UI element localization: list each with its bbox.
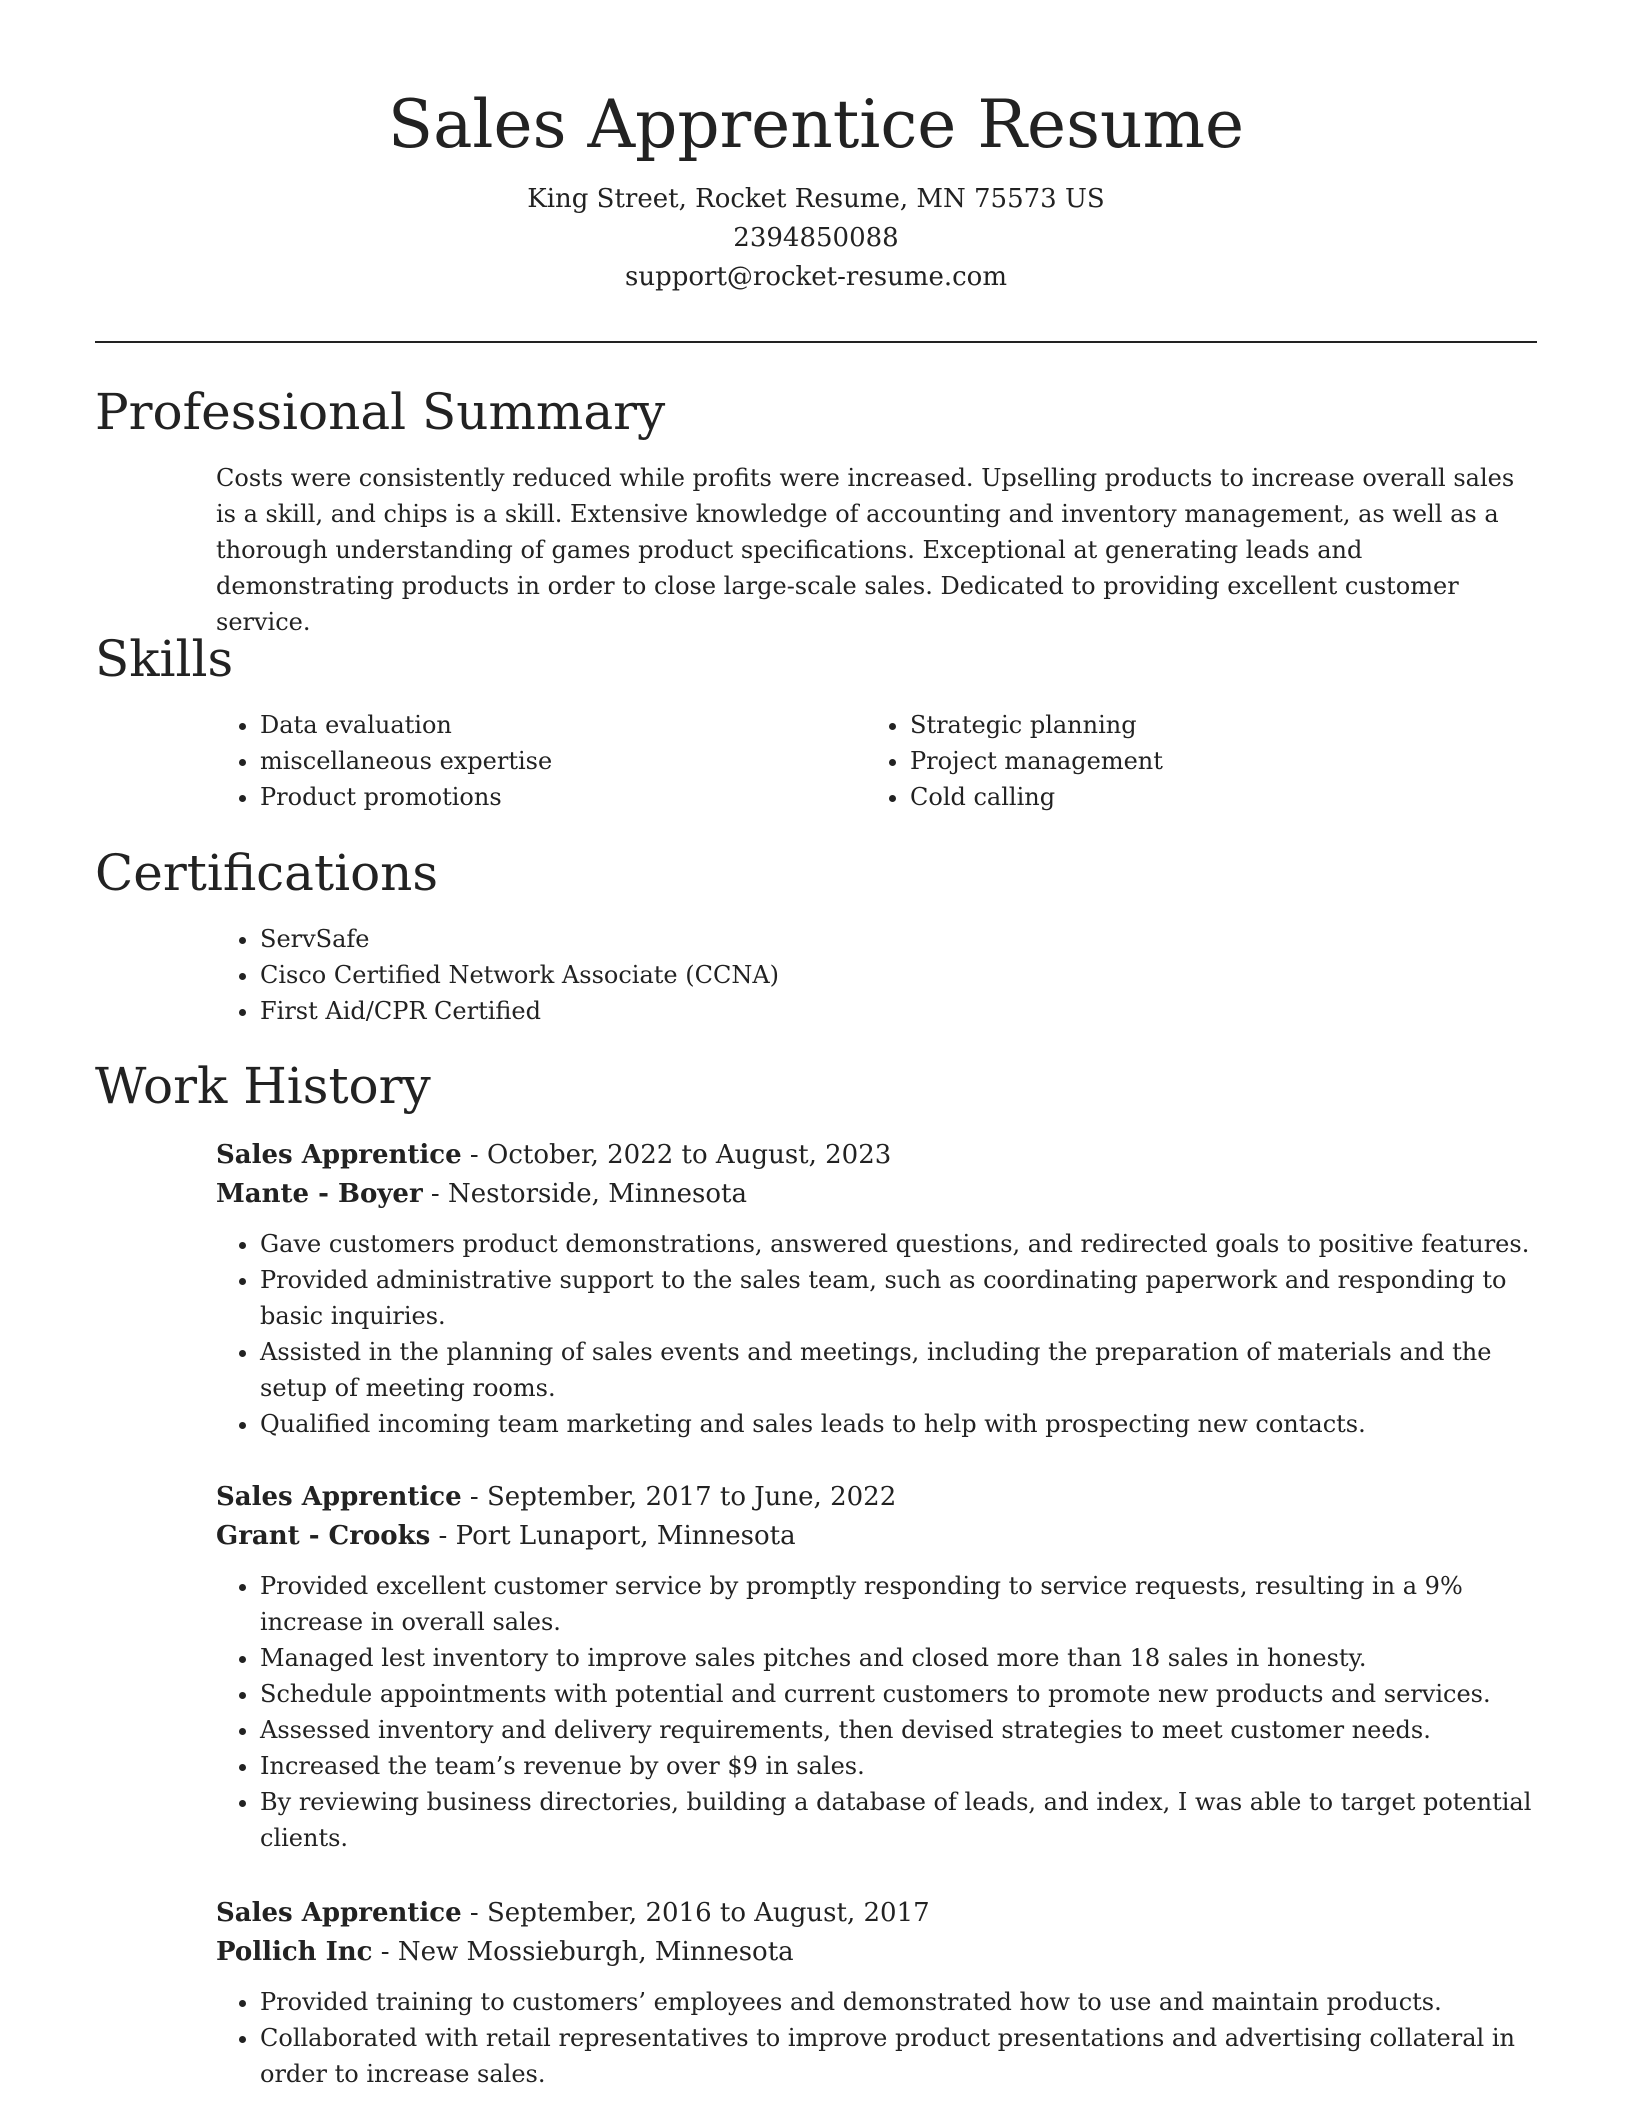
job-title-line: Sales Apprentice - September, 2017 to June, 2022 — [216, 1482, 897, 1512]
header-divider — [95, 341, 1537, 343]
job-company-line: Mante - Boyer - Nestorside, Minnesota — [216, 1179, 747, 1209]
job-entry — [216, 1894, 1536, 2092]
job-bullet: • Schedule appointments with potential and current customers to promote new products and services. — [260, 1676, 1536, 1712]
job-company-line: Grant - Crooks - Port Lunaport, Minnesota — [216, 1521, 796, 1551]
job-title: Sales Apprentice — [216, 1140, 462, 1170]
certification-item: • ServSafe — [260, 921, 1116, 957]
job-bullet: • Gave customers product demonstrations, answered questions, and redirected goals to positive features. — [260, 1226, 1536, 1262]
skills-list-1 — [216, 707, 816, 815]
job-company-line: Pollich Inc - New Mossieburgh, Minnesota — [216, 1937, 794, 1967]
job-bullet: • Provided excellent customer service by promptly responding to service requests, resulting in a 9% increase in overall sales. — [260, 1568, 1536, 1640]
job-company: Pollich Inc — [216, 1937, 373, 1967]
skills-column-1 — [216, 707, 816, 815]
job-bullet: • By reviewing business directories, building a database of leads, and index, I was able to target potential clients. — [260, 1784, 1536, 1856]
job-entry — [216, 1136, 1536, 1442]
contact-email: support@rocket-resume.com — [624, 262, 1007, 292]
contact-block — [95, 180, 1537, 297]
skill-item: • Data evaluation — [260, 707, 816, 743]
resume-header — [95, 80, 1537, 297]
resume-title: Sales Apprentice Resume — [387, 86, 1245, 163]
job-bullet: • Qualified incoming team marketing and sales leads to help with prospecting new contacts. — [260, 1406, 1536, 1442]
certification-item: • Cisco Certified Network Associate (CCNA) — [260, 957, 1116, 993]
skills-heading: Skills — [95, 630, 234, 688]
job-location: New Mossieburgh, Minnesota — [397, 1937, 794, 1967]
job-title: Sales Apprentice — [216, 1482, 462, 1512]
skill-item: • Cold calling — [910, 779, 1466, 815]
job-bullet: • Assessed inventory and delivery requirements, then devised strategies to meet customer needs. — [260, 1712, 1536, 1748]
job-location: Nestorside, Minnesota — [447, 1179, 747, 1209]
skill-item: • miscellaneous expertise — [260, 743, 816, 779]
summary-text: Costs were consistently reduced while profits were increased. Upselling products to increase overall sales is a skill, and chips is a skill. Extensive knowledge of accounting and inventory management, as well as a thorough understanding of games product specifications. Exceptional at generating leads and demonstrating products in order to close large-scale sales. Dedicated to providing excellent customer service. — [216, 464, 1515, 636]
job-location: Port Lunaport, Minnesota — [455, 1521, 796, 1551]
skill-item: • Project management — [910, 743, 1466, 779]
job-title-line: Sales Apprentice - September, 2016 to August, 2017 — [216, 1898, 930, 1928]
skills-column-2 — [866, 707, 1466, 815]
skill-item: • Strategic planning — [910, 707, 1466, 743]
contact-phone: 2394850088 — [733, 223, 899, 253]
job-dates: October, 2022 to August, 2023 — [487, 1140, 892, 1170]
summary-heading: Professional Summary — [95, 383, 666, 441]
job-bullet: • Provided training to customers’ employees and demonstrated how to use and maintain products. — [260, 1984, 1536, 2020]
job-dates: September, 2017 to June, 2022 — [487, 1482, 897, 1512]
job-entry — [216, 1478, 1536, 1856]
job-bullet: • Increased the team’s revenue by over $9 in sales. — [260, 1748, 1536, 1784]
certifications-list — [216, 921, 1116, 1029]
skill-item: • Product promotions — [260, 779, 816, 815]
job-company: Mante - Boyer — [216, 1179, 423, 1209]
job-bullet: • Provided administrative support to the sales team, such as coordinating paperwork and responding to basic inquiries. — [260, 1262, 1536, 1334]
skills-list-2 — [866, 707, 1466, 815]
certifications-block — [216, 921, 1116, 1029]
work-history-heading: Work History — [95, 1057, 431, 1115]
job-bullets — [216, 1984, 1536, 2092]
job-bullets — [216, 1568, 1536, 1856]
job-title: Sales Apprentice — [216, 1898, 462, 1928]
certifications-heading: Certifications — [95, 844, 439, 902]
job-company: Grant - Crooks — [216, 1521, 431, 1551]
job-bullets — [216, 1226, 1536, 1442]
job-bullet: • Collaborated with retail representatives to improve product presentations and advertising collateral in order to increase sales. — [260, 2020, 1536, 2092]
job-bullet: • Managed lest inventory to improve sales pitches and closed more than 18 sales in honesty. — [260, 1640, 1536, 1676]
job-dates: September, 2016 to August, 2017 — [487, 1898, 930, 1928]
job-title-line: Sales Apprentice - October, 2022 to August, 2023 — [216, 1140, 892, 1170]
job-bullet: • Assisted in the planning of sales events and meetings, including the preparation of materials and the setup of meeting rooms. — [260, 1334, 1536, 1406]
certification-item: • First Aid/CPR Certified — [260, 993, 1116, 1029]
contact-address: King Street, Rocket Resume, MN 75573 US — [527, 184, 1105, 214]
